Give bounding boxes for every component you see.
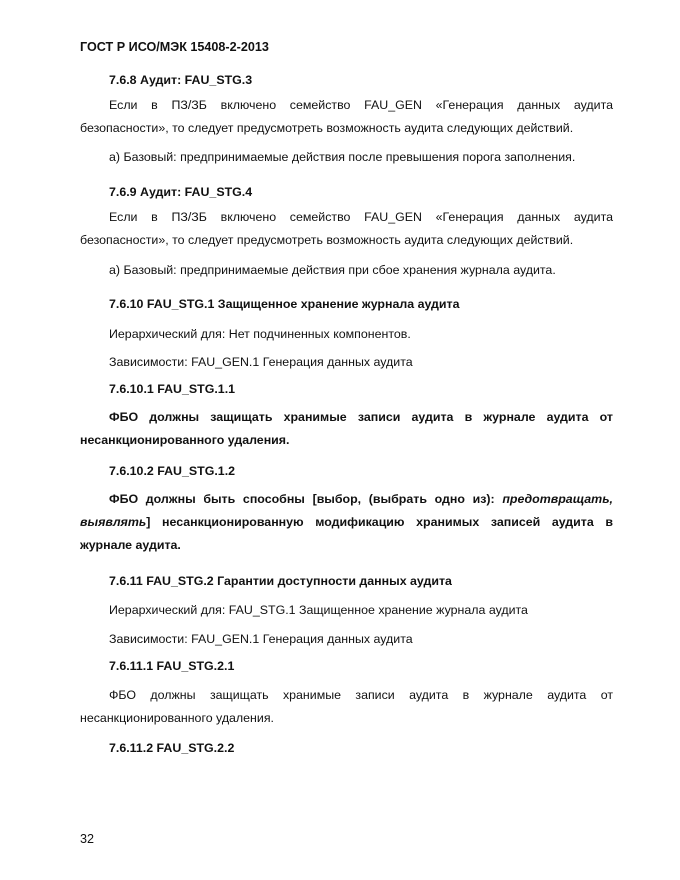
section-heading-7-6-10: 7.6.10 FAU_STG.1 Защищенное хранение журнала аудита	[109, 297, 460, 311]
paragraph-7-6-11-1-text: ФБО должны защищать хранимые записи аудита в журнале аудита от несанкционированного удаления.	[80, 688, 613, 725]
paragraph-7-6-8-text: Если в ПЗ/ЗБ включено семейство FAU_GEN «Генерация данных аудита безопасности», то следует предусмотреть возможность аудита следующих действий.	[80, 98, 613, 135]
section-heading-7-6-10-1: 7.6.10.1 FAU_STG.1.1	[109, 382, 236, 396]
section-heading-7-6-11: 7.6.11 FAU_STG.2 Гарантии доступности данных аудита	[109, 574, 452, 588]
dependencies-7-6-10: Зависимости: FAU_GEN.1 Генерация данных аудита	[109, 355, 413, 369]
text-start: ФБО должны быть способны [выбор, (выбрать одно из):	[109, 492, 503, 506]
text-end: ] несанкционированную модификацию хранимых записей аудита в журнале аудита.	[80, 515, 613, 552]
section-heading-7-6-11-1: 7.6.11.1 FAU_STG.2.1	[109, 659, 235, 673]
hierarchy-7-6-10: Иерархический для: Нет подчиненных компонентов.	[109, 327, 411, 341]
text-italic-options: предотвращать, выявлять	[80, 492, 613, 529]
hierarchy-7-6-11: Иерархический для: FAU_STG.1 Защищенное хранение журнала аудита	[109, 603, 528, 617]
section-heading-7-6-10-2: 7.6.10.2 FAU_STG.1.2	[109, 464, 236, 478]
dependencies-7-6-11: Зависимости: FAU_GEN.1 Генерация данных аудита	[109, 632, 413, 646]
paragraph-7-6-10-1-text: ФБО должны защищать хранимые записи аудита в журнале аудита от несанкционированного удаления.	[80, 410, 613, 447]
paragraph-7-6-10-2-text	[80, 488, 613, 557]
section-heading-7-6-9: 7.6.9 Аудит: FAU_STG.4	[109, 185, 253, 199]
paragraph-7-6-9-text: Если в ПЗ/ЗБ включено семейство FAU_GEN «Генерация данных аудита безопасности», то следует предусмотреть возможность аудита следующих действий.	[80, 210, 613, 247]
section-heading-7-6-11-2: 7.6.11.2 FAU_STG.2.2	[109, 741, 235, 755]
page-number: 32	[80, 832, 95, 846]
list-item-7-6-8-a: а) Базовый: предпринимаемые действия после превышения порога заполнения.	[109, 150, 576, 164]
document-header: ГОСТ Р ИСО/МЭК 15408-2-2013	[80, 40, 269, 54]
list-item-7-6-9-a: а) Базовый: предпринимаемые действия при сбое хранения журнала аудита.	[109, 263, 556, 277]
section-heading-7-6-8: 7.6.8 Аудит: FAU_STG.3	[109, 73, 253, 87]
